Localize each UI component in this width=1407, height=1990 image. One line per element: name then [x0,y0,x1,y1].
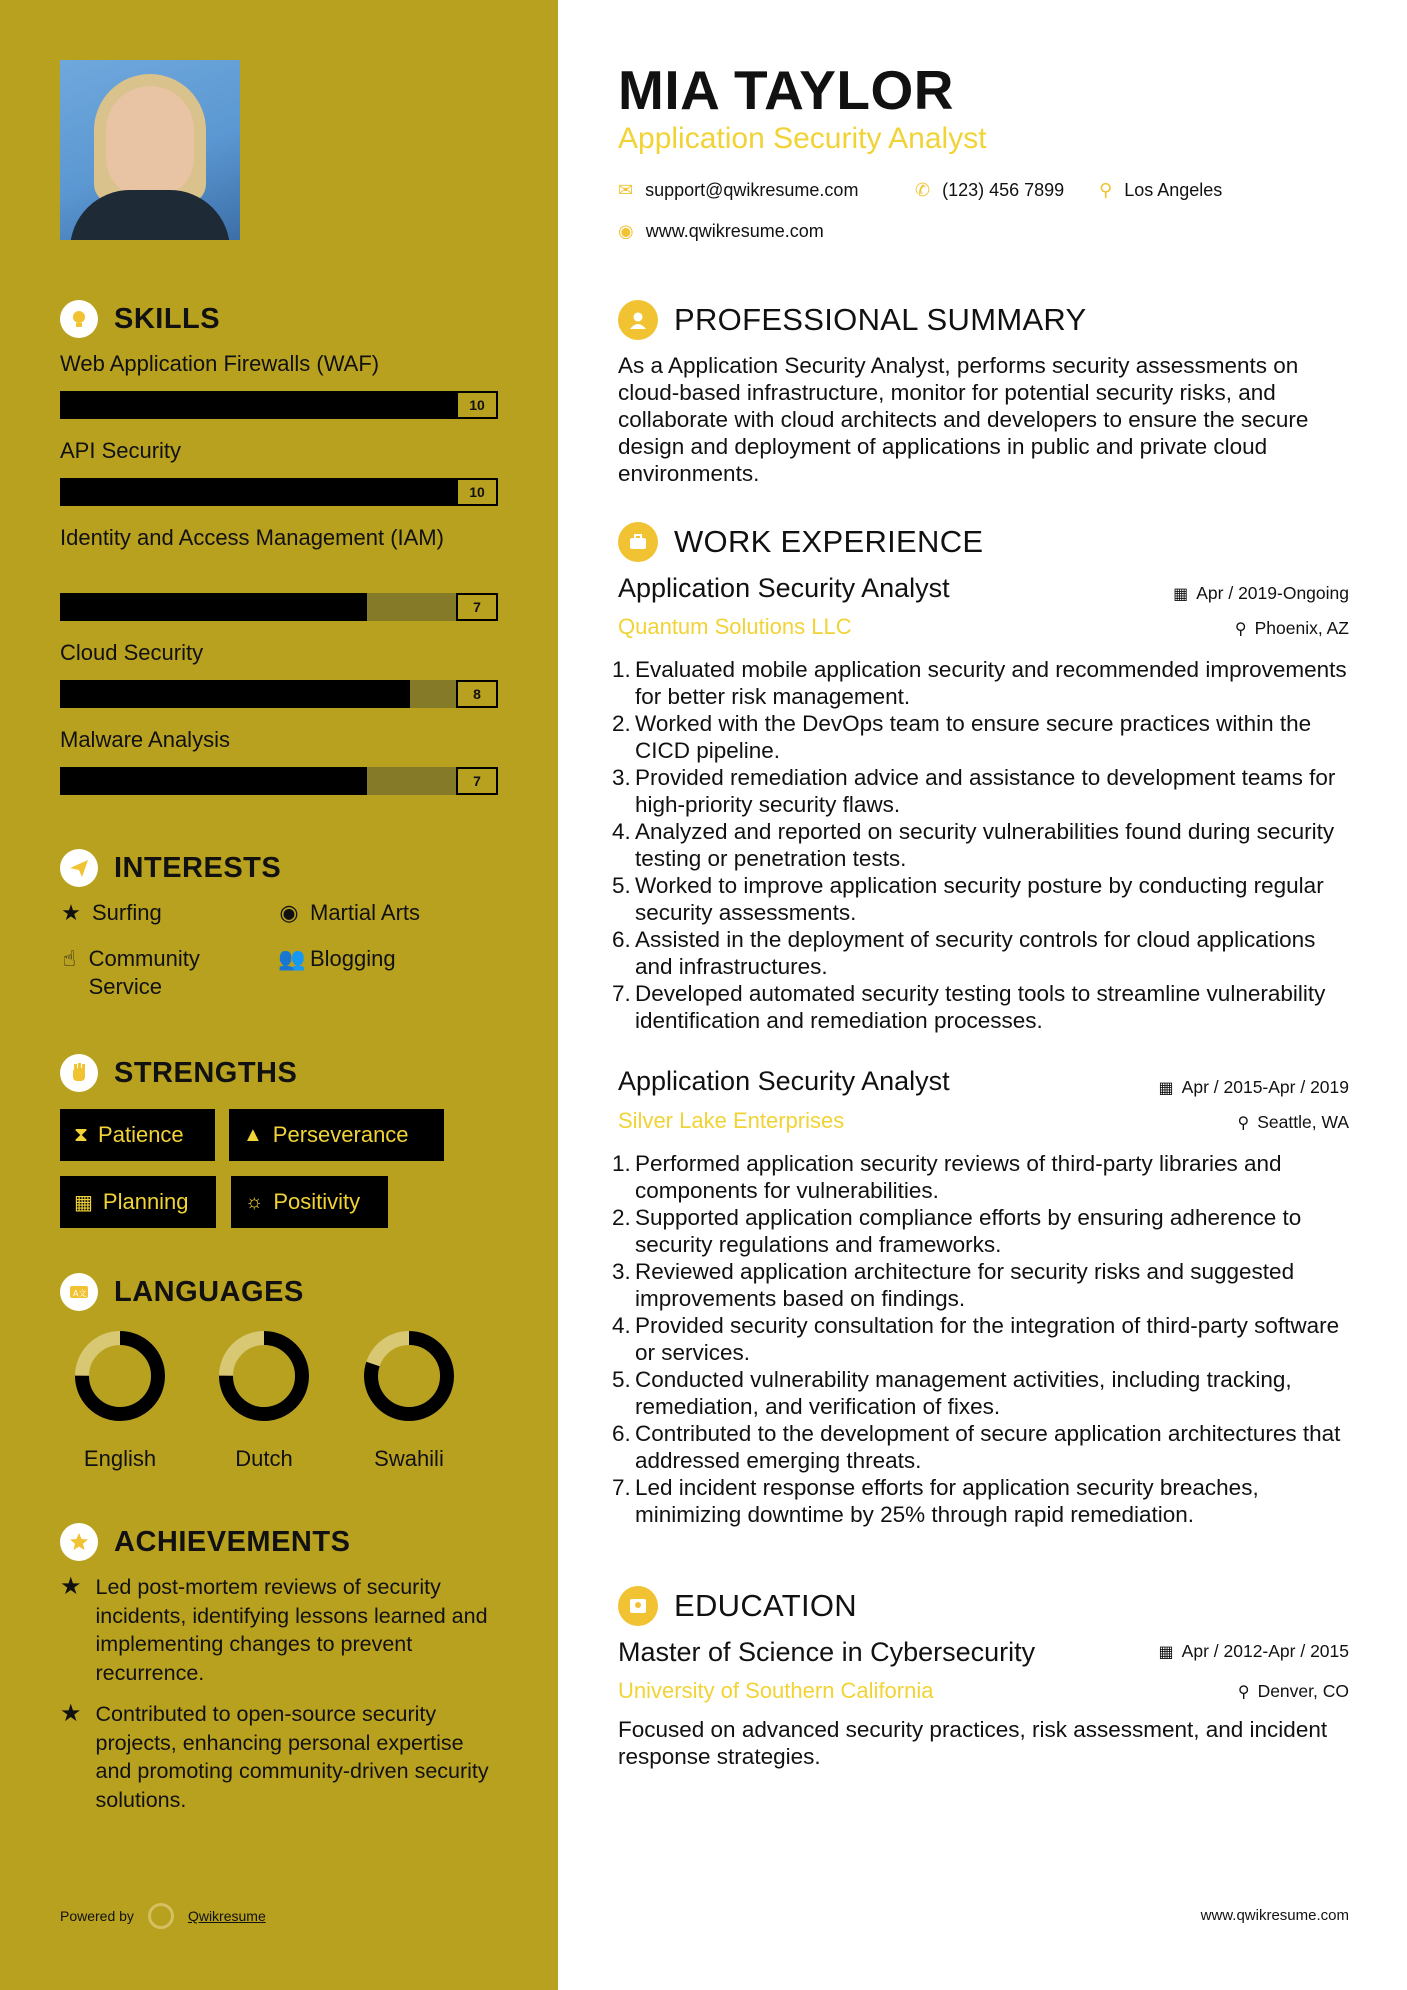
calendar-icon: ▦ [1173,585,1189,603]
star-badge-icon: ★ [60,1700,82,1727]
contact-website: ◉ www.qwikresume.com [618,221,824,241]
list-item: 3. Provided remediation advice and assistance to development teams for high-priority security flaws. [612,765,1336,817]
footer-url[interactable]: www.qwikresume.com [1200,1907,1349,1924]
skill-level: 8 [456,680,498,708]
job-location: ⚲ Phoenix, AZ [1234,618,1349,638]
education-description: Focused on advanced security practices, risk assessment, and incident response strategies. [618,1717,1328,1769]
skill-item [60,639,498,702]
work-title: WORK EXPERIENCE [674,524,984,559]
interest-item: ☝ Community Service [60,945,250,1001]
degree-title: Master of Science in Cybersecurity [618,1637,1036,1667]
job-duties [612,656,1357,1034]
list-item: 1. Performed application security reviews of third-party libraries and components for vulnerabilities. [612,1151,1282,1203]
job-dates: ▦ Apr / 2015-Apr / 2019 [1158,1077,1349,1097]
summary-heading [618,300,1087,340]
contact-phone: ✆ (123) 456 7899 [915,180,1065,200]
job-location: ⚲ Seattle, WA [1237,1112,1349,1132]
education-title: EDUCATION [674,1588,857,1623]
achievements-heading [60,1523,350,1561]
job-title: Application Security Analyst [618,1066,950,1096]
list-item: 4. Analyzed and reported on security vulnerabilities found during security testing or penetration tests. [612,819,1335,871]
skill-label: API Security [60,438,182,463]
skill-bar [60,478,498,506]
work-heading [618,522,983,562]
summary-text: As a Application Security Analyst, performs security assessments on cloud-based infrastructure, monitor for potential security risks, and collaborate with cloud architects and developers to ensure the secure design and deployment of applications in public and private cloud environments. [618,353,1309,486]
job-company: Quantum Solutions LLC [618,614,852,639]
pin-icon: ⚲ [1234,620,1247,638]
list-item: 6. Assisted in the deployment of security controls for cloud applications and infrastructures. [612,927,1316,979]
qwikresume-link[interactable]: Qwikresume [187,1908,266,1924]
language-icon [60,1273,98,1311]
users-icon: 👥 [278,946,306,971]
sidebar [0,0,558,1990]
qwikresume-logo-icon [148,1903,174,1929]
skill-item [60,524,481,615]
lightbulb-icon [60,300,98,338]
interest-item: ★ Surfing [61,900,162,925]
skill-item [60,437,498,500]
education-dates: ▦ Apr / 2012-Apr / 2015 [1158,1641,1349,1661]
skill-bar [60,391,498,419]
sun-icon: ☼ [245,1190,264,1213]
language-donut [72,1328,168,1424]
briefcase-icon [618,522,658,562]
achievement-item: ★ Contributed to open-source security projects, enhancing personal expertise and promoting community-driven security solutions. [60,1700,500,1814]
language-label: Dutch [235,1446,293,1471]
job-dates: ▦ Apr / 2019-Ongoing [1173,583,1349,603]
skill-item [60,726,498,789]
job-company: Silver Lake Enterprises [618,1108,845,1133]
skill-label: Identity and Access Management (IAM) [60,525,444,550]
languages-heading [60,1273,304,1311]
skill-label: Cloud Security [60,640,204,665]
user-icon [618,300,658,340]
envelope-icon: ✉ [618,180,634,200]
language-item [70,1328,170,1472]
calendar-icon: ▦ [74,1191,93,1214]
interests-heading [60,849,281,887]
list-item: 2. Supported application compliance efforts by ensuring adherence to security regulations and frameworks. [612,1205,1302,1257]
list-item: 3. Reviewed application architecture for security risks and suggested improvements based on findings. [612,1259,1295,1311]
skills-heading [60,300,220,338]
star-badge-icon: ★ [60,1573,82,1600]
list-item: 6. Contributed to the development of secure application architectures that addressed emerging threats. [612,1421,1341,1473]
contact-email: ✉ support@qwikresume.com [618,180,859,200]
language-item [359,1328,459,1472]
svg-text:A文: A文 [73,1289,87,1298]
strength-badge: ⧗ Patience [60,1109,215,1161]
map-pin-icon: ⚲ [1099,180,1113,200]
list-item: 5. Conducted vulnerability management activities, including tracking, remediation, and verification of fixes. [612,1367,1292,1419]
language-label: English [83,1446,157,1471]
interest-item: ◉ Martial Arts [279,900,421,925]
strength-badge: ▲ Perseverance [229,1109,444,1161]
star-icon: ★ [61,900,81,925]
hand-icon [60,1054,98,1092]
strengths-heading [60,1054,297,1092]
pin-icon: ⚲ [1237,1683,1250,1701]
achievement-item: ★ Led post-mortem reviews of security incidents, identifying lessons learned and implementing changes to prevent recurrence. [60,1573,500,1687]
list-item: 1. Evaluated mobile application security and recommended improvements for better risk management. [612,657,1347,709]
road-icon: ▲ [243,1123,263,1146]
achievements-title: ACHIEVEMENTS [114,1525,351,1558]
award-star-icon [60,1523,98,1561]
language-label: Swahili [374,1446,444,1471]
phone-icon: ✆ [915,180,931,200]
skill-level: 7 [456,593,498,621]
strengths-title: STRENGTHS [114,1056,298,1089]
list-item: 4. Provided security consultation for the integration of third-party software or services. [612,1313,1340,1365]
list-item: 7. Led incident response efforts for application security breaches, minimizing downtime by 25% through rapid remediation. [612,1475,1259,1527]
skill-item [60,350,498,413]
skill-label: Web Application Firewalls (WAF) [60,351,380,376]
list-item: 5. Worked to improve application security posture by conducting regular security assessments. [612,873,1324,925]
list-item: 2. Worked with the DevOps team to ensure secure practices within the CICD pipeline. [612,711,1312,763]
calendar-icon: ▦ [1158,1079,1174,1097]
globe-icon: ◉ [279,900,299,925]
job-duties [612,1150,1357,1528]
interests-title: INTERESTS [114,851,282,884]
languages-title: LANGUAGES [114,1275,304,1308]
powered-by: Powered by Qwikresume [60,1903,266,1929]
strength-badge: ☼ Positivity [231,1176,388,1228]
strength-badge: ▦ Planning [60,1176,216,1228]
school-name: University of Southern California [618,1678,934,1703]
paper-plane-icon [60,849,98,887]
interest-item: 👥 Blogging [278,946,396,971]
education-heading [618,1586,857,1626]
skill-level: 10 [456,391,498,419]
globe-icon: ◉ [618,221,634,241]
hand-icon: ☝ [62,946,76,971]
profile-photo [60,60,240,240]
skills-title: SKILLS [114,302,221,335]
candidate-role: Application Security Analyst [618,122,987,155]
skill-bar [60,593,498,621]
graduation-icon [618,1586,658,1626]
education-location: ⚲ Denver, CO [1237,1681,1349,1701]
skill-bar [60,680,498,708]
candidate-name: MIA TAYLOR [618,59,955,121]
skill-bar [60,767,498,795]
pin-icon: ⚲ [1237,1114,1250,1132]
skill-label: Malware Analysis [60,727,230,752]
job-title: Application Security Analyst [618,573,950,603]
skill-level: 10 [456,478,498,506]
list-item: 7. Developed automated security testing tools to streamline vulnerability identification and remediation processes. [612,981,1326,1033]
language-donut [361,1328,457,1424]
hourglass-icon: ⧗ [74,1123,89,1146]
contact-location: ⚲ Los Angeles [1099,180,1223,200]
summary-title: PROFESSIONAL SUMMARY [674,302,1087,337]
skill-level: 7 [456,767,498,795]
language-item [214,1328,314,1472]
calendar-icon: ▦ [1158,1643,1174,1661]
language-donut [216,1328,312,1424]
